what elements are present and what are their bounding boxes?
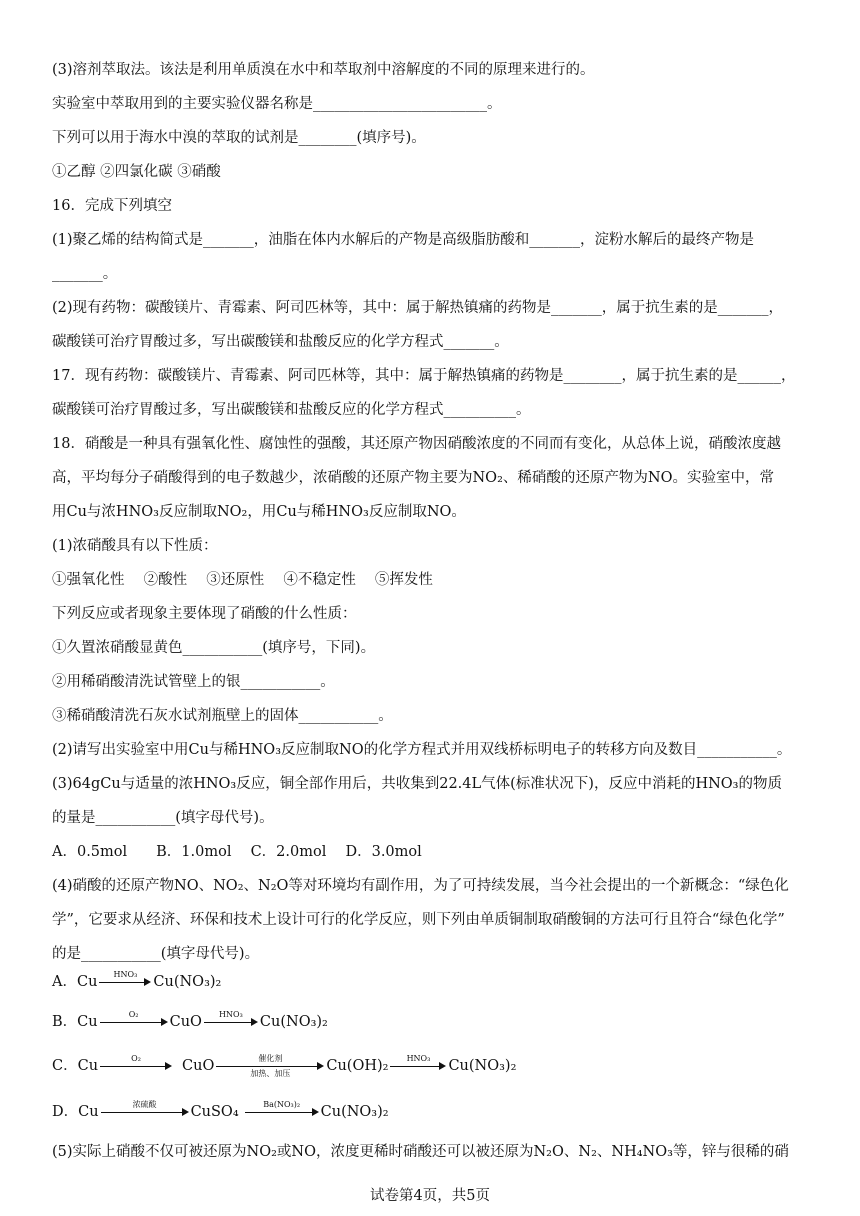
q16-part2-cont: 碳酸镁可治疗胃酸过多，写出碳酸镁和盐酸反应的化学方程式_______。	[52, 334, 509, 350]
reaction-a-product: Cu(NO₃)₂	[153, 974, 222, 990]
q18-part4-line3: 的是___________(填字母代号)。	[52, 946, 260, 962]
q16-title: 16．完成下列填空	[52, 198, 172, 214]
q18-part3-options: A．0.5mol B．1.0mol C．2.0mol D．3.0mol	[52, 844, 422, 860]
reaction-option-a	[52, 972, 221, 992]
q18-part4-line2: 学”，它要求从经济、环保和技术上设计可行的化学反应，则下列由单质铜制取硝酸铜的方法可行且符合“绿色化学”	[52, 912, 785, 928]
reaction-c-arrow2-conditions: 加热、加压	[250, 1069, 291, 1078]
reaction-a-arrow	[99, 972, 151, 992]
q18-sub3: ③稀硝酸清洗石灰水试剂瓶壁上的固体___________。	[52, 708, 393, 724]
q18-part1-title: (1)浓硝酸具有以下性质：	[52, 538, 218, 554]
q17-line: 17．现有药物：碳酸镁片、青霉素、阿司匹林等，其中：属于解热镇痛的药物是________，属于抗生素的是______，	[52, 368, 796, 384]
q16-part1-line: (1)聚乙烯的结构简式是_______，油脂在体内水解后的产物是高级脂肪酸和_______，淀粉水解后的最终产物是	[52, 232, 755, 248]
q18-part4-line1: (4)硝酸的还原产物NO、NO₂、N₂O等对环境均有副作用，为了可持续发展，当今社会提出的一个新概念：“绿色化	[52, 878, 789, 894]
reaction-c-product: Cu(NO₃)₂	[448, 1058, 517, 1074]
q18-sub1: ①久置浓硝酸显黄色___________(填序号，下同)。	[52, 640, 376, 656]
reaction-d-product: Cu(NO₃)₂	[320, 1104, 389, 1120]
reaction-option-c	[52, 1056, 516, 1076]
reaction-d-arrow2-reagent: Ba(NO₃)₂	[263, 1100, 301, 1109]
q16-part1-cont: _______。	[52, 266, 118, 282]
reaction-c-intermediate2: Cu(OH)₂	[326, 1058, 389, 1074]
q18-part3-line: (3)64gCu与适量的浓HNO₃反应，铜全部作用后，共收集到22.4L气体(标准状况下)，反应中消耗的HNO₃的物质	[52, 776, 782, 792]
q18-intro-line1: 18．硝酸是一种具有强氧化性、腐蚀性的强酸，其还原产物因硝酸浓度的不同而有变化，从总体上说，硝酸浓度越	[52, 436, 781, 452]
reaction-c-arrow3	[390, 1056, 446, 1076]
reaction-b-intermediate: CuO	[169, 1014, 202, 1030]
q18-part2-line: (2)请写出实验室中用Cu与稀HNO₃反应制取NO的化学方程式并用双线桥标明电子的转移方向及数目___________。	[52, 742, 792, 758]
reaction-b-arrow1-reagent: O₂	[128, 1010, 139, 1019]
reaction-c-label: C．Cu	[52, 1058, 99, 1074]
q18-part5-line: (5)实际上硝酸不仅可被还原为NO₂或NO，浓度更稀时硝酸还可以被还原为N₂O、N₂、NH₄NO₃等，锌与很稀的硝	[52, 1144, 789, 1160]
q18-intro-line2: 高，平均每分子硝酸得到的电子数越少，浓硝酸的还原产物主要为NO₂、稀硝酸的还原产物为NO。实验室中，常	[52, 470, 774, 486]
q18-subquestion-intro: 下列反应或者现象主要体现了硝酸的什么性质：	[52, 606, 357, 622]
reaction-c-arrow2-catalyst: 催化剂	[258, 1054, 283, 1063]
reaction-b-arrow1	[100, 1012, 168, 1032]
q15-instrument-line: 实验室中萃取用到的主要实验仪器名称是________________________。	[52, 96, 502, 112]
q15-reagent-line: 下列可以用于海水中溴的萃取的试剂是________(填序号)。	[52, 130, 426, 146]
q16-part2-line: (2)现有药物：碳酸镁片、青霉素、阿司匹林等，其中：属于解热镇痛的药物是_______，属于抗生素的是_______，	[52, 300, 784, 316]
reaction-d-intermediate: CuSO₄	[190, 1104, 239, 1120]
reaction-d-label: D．Cu	[52, 1104, 99, 1120]
reaction-c-arrow3-reagent: HNO₃	[406, 1054, 431, 1063]
reaction-c-arrow2	[216, 1056, 324, 1076]
reaction-b-product: Cu(NO₃)₂	[259, 1014, 328, 1030]
reaction-c-intermediate1: CuO	[182, 1058, 215, 1074]
q18-intro-line3: 用Cu与浓HNO₃反应制取NO₂，用Cu与稀HNO₃反应制取NO。	[52, 504, 466, 520]
q18-part3-cont: 的量是___________(填字母代号)。	[52, 810, 274, 826]
reaction-b-arrow2	[204, 1012, 258, 1032]
reaction-b-label: B．Cu	[52, 1014, 98, 1030]
q15-options-line: ①乙醇 ②四氯化碳 ③硝酸	[52, 164, 221, 180]
q18-properties-line: ①强氧化性 ②酸性 ③还原性 ④不稳定性 ⑤挥发性	[52, 572, 433, 588]
reaction-a-arrow-reagent: HNO₃	[113, 970, 138, 979]
page-footer: 试卷第4页，共5页	[370, 1188, 490, 1204]
reaction-d-arrow2	[245, 1102, 319, 1122]
reaction-option-b	[52, 1012, 328, 1032]
reaction-d-arrow1	[101, 1102, 189, 1122]
reaction-c-arrow1-reagent: O₂	[131, 1054, 141, 1063]
reaction-a-label: A．Cu	[52, 974, 98, 990]
q17-cont: 碳酸镁可治疗胃酸过多，写出碳酸镁和盐酸反应的化学方程式__________。	[52, 402, 531, 418]
reaction-c-arrow1	[100, 1056, 172, 1076]
q18-sub2: ②用稀硝酸清洗试管壁上的银___________。	[52, 674, 335, 690]
q15-part3-line: (3)溶剂萃取法。该法是利用单质溴在水中和萃取剂中溶解度的不同的原理来进行的。	[52, 62, 595, 78]
reaction-d-arrow1-reagent: 浓硫酸	[132, 1100, 157, 1109]
reaction-b-arrow2-reagent: HNO₃	[219, 1010, 243, 1019]
reaction-option-d	[52, 1102, 389, 1122]
